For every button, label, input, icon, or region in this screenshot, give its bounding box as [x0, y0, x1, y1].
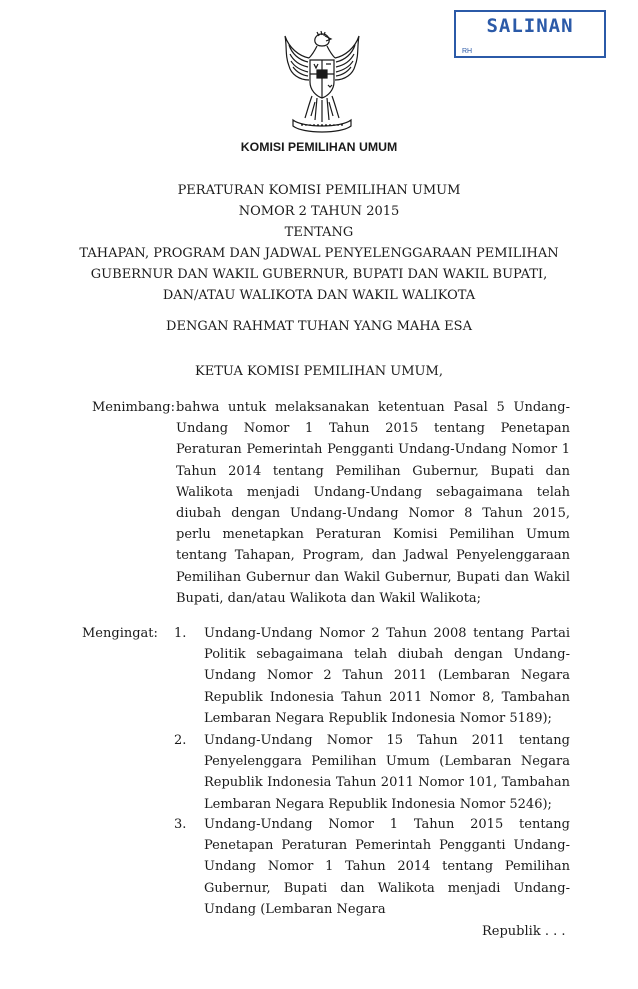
menimbang-text: bahwa untuk melaksanakan ketentuan Pasal 5 Undang-Undang Nomor 1 Tahun 2015 tentang Penetapan Peraturan Pemerintah Pengganti Undang-Undang Nomor 1 Tahun 2014 tentang Pemilihan Gubernur, Bupati dan Walikota menjadi Undang-Undang sebagaimana telah diubah dengan Undang-Undang Nomor 8 Tahun 2015, perlu menetapkan Peraturan Komisi Pemilihan Umum tentang Tahapan, Program, dan Jadwal Penyelenggaraan Pemilihan Gubernur dan Wakil Gubernur, Bupati dan Wakil Bupati, dan/atau Walikota dan Wakil Walikota;: [176, 400, 570, 606]
page-continuation: Republik . . .: [482, 924, 566, 939]
mengingat-item-text: Undang-Undang Nomor 2 Tahun 2008 tentang Partai Politik sebagaimana telah diubah dengan Undang-Undang Nomor 2 Tahun 2011 (Lembaran Negara Republik Indonesia Tahun 2011 Nomor 8, Tambahan Lembaran Negara Republik Indonesia Nomor 5189);: [204, 626, 570, 726]
regulation-title-line-1: PERATURAN KOMISI PEMILIHAN UMUM: [177, 183, 461, 198]
mengingat-item-number: 2.: [174, 733, 187, 748]
mengingat-item-text: Undang-Undang Nomor 15 Tahun 2011 tentang Penyelenggara Pemilihan Umum (Lembaran Negara Republik Indonesia Tahun 2011 Nomor 101, Tambahan Lembaran Negara Republik Indonesia Nomor 5246);: [204, 733, 570, 812]
blessing-line: DENGAN RAHMAT TUHAN YANG MAHA ESA: [166, 319, 472, 334]
salinan-stamp: [454, 10, 606, 58]
regulation-about: TENTANG: [284, 225, 354, 240]
mengingat-item-number: 1.: [174, 626, 187, 641]
regulation-subject-line-2: GUBERNUR DAN WAKIL GUBERNUR, BUPATI DAN WAKIL BUPATI,: [90, 267, 548, 282]
regulation-number: NOMOR 2 TAHUN 2015: [238, 204, 400, 219]
stamp-signature-line: [478, 56, 574, 57]
mengingat-item-number: 3.: [174, 817, 187, 832]
stamp-title: SALINAN: [486, 15, 574, 37]
mengingat-label: Mengingat:: [82, 626, 158, 641]
mengingat-item-text: Undang-Undang Nomor 1 Tahun 2015 tentang Penetapan Peraturan Pemerintah Pengganti Undang-Undang Nomor 1 Tahun 2014 tentang Pemilihan Gubernur, Bupati dan Walikota menjadi Undang-Undang (Lembaran Negara: [204, 817, 570, 917]
stamp-initials: RH: [462, 48, 473, 55]
chair-line: KETUA KOMISI PEMILIHAN UMUM,: [195, 364, 443, 379]
regulation-subject-line-1: TAHAPAN, PROGRAM DAN JADWAL PENYELENGGARAAN PEMILIHAN: [79, 246, 559, 261]
menimbang-label: Menimbang:: [92, 400, 176, 415]
garuda-emblem-icon: [279, 30, 365, 138]
regulation-subject-line-3: DAN/ATAU WALIKOTA DAN WAKIL WALIKOTA: [162, 288, 476, 303]
agency-name: KOMISI PEMILIHAN UMUM: [240, 140, 398, 154]
